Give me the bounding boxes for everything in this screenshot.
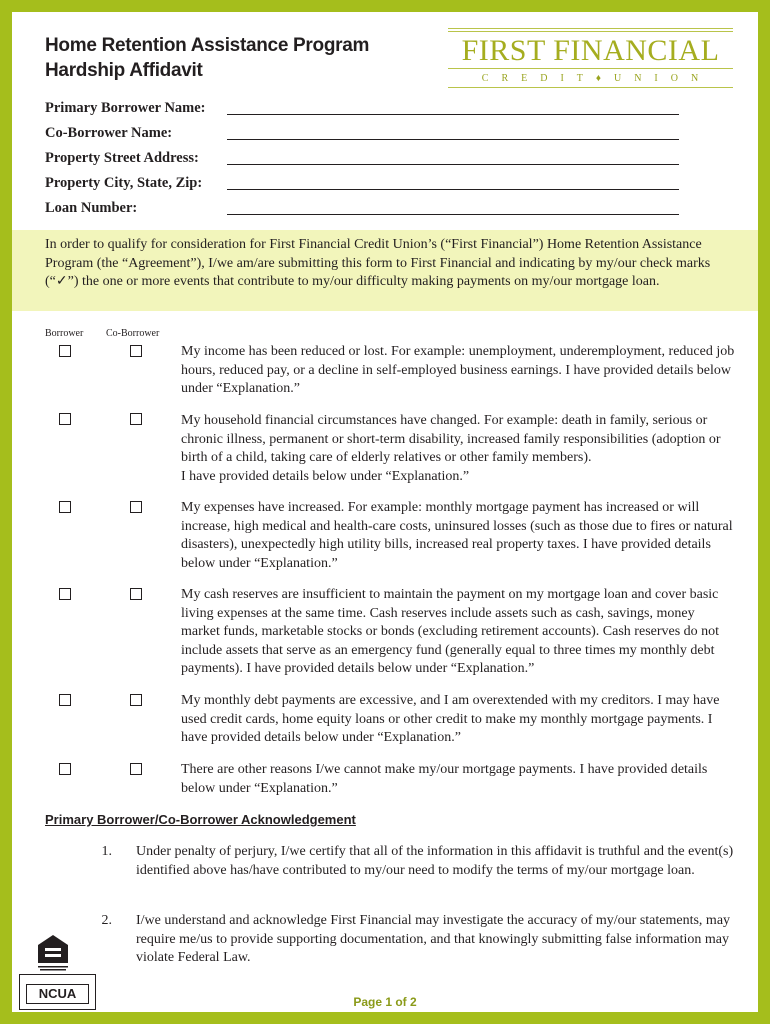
fill-line[interactable] bbox=[227, 214, 679, 215]
ncua-logo: NCUA bbox=[26, 984, 89, 1004]
co-borrower-checkbox-expenses-increased[interactable] bbox=[130, 501, 142, 513]
title-line-2: Hardship Affidavit bbox=[45, 60, 203, 81]
borrower-checkbox-other-reasons[interactable] bbox=[59, 763, 71, 775]
field-label: Loan Number: bbox=[45, 200, 138, 216]
field-label: Primary Borrower Name: bbox=[45, 100, 206, 116]
hardship-other-reasons: There are other reasons I/we cannot make my/our mortgage payments. I have provided details below under “Explanation.” bbox=[181, 762, 708, 796]
logo-subtitle: CREDIT♦UNION bbox=[481, 73, 712, 84]
fill-line[interactable] bbox=[227, 164, 679, 165]
fill-line[interactable] bbox=[227, 189, 679, 190]
equal-housing-opportunity-icon bbox=[36, 933, 70, 973]
hardship-debt-excessive: My monthly debt payments are excessive, and I am overextended with my creditors. I may have used credit cards, home equity loans or other credit to make my monthly mortgage payments. I have provided details below under “Explanation.” bbox=[181, 693, 720, 746]
hardship-cash-reserves: My cash reserves are insufficient to maintain the payment on my mortgage loan and cover basic living expenses at the same time. Cash reserves include assets such as cash, savings, money market funds, marketable stocks or bonds (excluding retirement accounts). Cash reserves do not include assets that serve as an emergency fund (generally equal to three times my monthly debt payments). I have provided details below under “Explanation.” bbox=[181, 587, 720, 677]
acknowledgement-heading: Primary Borrower/Co-Borrower Acknowledgement bbox=[45, 812, 356, 827]
intro-panel bbox=[12, 230, 758, 311]
logo-name: FIRST FINANCIAL bbox=[461, 34, 720, 67]
co-borrower-name-field[interactable] bbox=[45, 123, 685, 145]
borrower-checkbox-debt-excessive[interactable] bbox=[59, 694, 71, 706]
co-borrower-checkbox-debt-excessive[interactable] bbox=[130, 694, 142, 706]
borrower-checkbox-expenses-increased[interactable] bbox=[59, 501, 71, 513]
property-street-address-field[interactable] bbox=[45, 148, 685, 170]
loan-number-field[interactable] bbox=[45, 198, 685, 220]
ack-text-2: I/we understand and acknowledge First Financial may investigate the accuracy of my/our statements, may require me/us to provide supporting documentation, and that knowingly submitting false information may violate Federal Law. bbox=[136, 913, 731, 966]
ack-text-1: Under penalty of perjury, I/we certify that all of the information in this affidavit is truthful and the event(s) identified above has/have contributed to my/our need to modify the terms of my/our mortgage loan. bbox=[136, 844, 734, 878]
first-financial-logo bbox=[448, 28, 733, 88]
co-borrower-checkbox-other-reasons[interactable] bbox=[130, 763, 142, 775]
co-borrower-checkbox-income-reduced[interactable] bbox=[130, 345, 142, 357]
hardship-household-changed: My household financial circumstances have changed. For example: death in family, serious or chronic illness, permanent or short-term disability, increased family responsibilities (adoption or birth of a child, taking care of elderly relatives or other family members). I have provided details below under “Explanation.” bbox=[181, 413, 721, 484]
hardship-expenses-increased: My expenses have increased. For example: monthly mortgage payment has increased or will increase, high medical and health-care costs, uninsured losses (such as those due to fires or natural disasters), unexpectedly high utility bills, increased real property taxes. I have provided details below under “Explanation.” bbox=[181, 500, 733, 571]
borrower-checkbox-income-reduced[interactable] bbox=[59, 345, 71, 357]
hardship-income-reduced: My income has been reduced or lost. For example: unemployment, underemployment, reduced job hours, reduced pay, or a decline in self-employed business earnings. I have provided details below under “Explanation.” bbox=[181, 344, 735, 397]
field-label: Property City, State, Zip: bbox=[45, 175, 203, 191]
title-line-1: Home Retention Assistance Program bbox=[45, 35, 370, 56]
primary-borrower-name-field[interactable] bbox=[45, 98, 685, 120]
fill-line[interactable] bbox=[227, 139, 679, 140]
borrower-column-header: Borrower bbox=[45, 328, 84, 339]
field-label: Property Street Address: bbox=[45, 150, 199, 166]
affidavit-page bbox=[12, 12, 758, 1012]
fill-line[interactable] bbox=[227, 114, 679, 115]
page-number: Page 1 of 2 bbox=[353, 995, 417, 1009]
ack-number-1: 1. bbox=[101, 844, 112, 859]
ack-number-2: 2. bbox=[101, 913, 112, 928]
intro-text: In order to qualify for consideration for First Financial Credit Union’s (“First Financial”) Home Retention Assistance Program (the “Agreement”), I/we am/are submitting this form to First Financial and indicating by my/our check marks (“✓”) the one or more events that contribute to my/our difficulty making payments on my/our mortgage loan. bbox=[45, 237, 711, 290]
co-borrower-column-header: Co-Borrower bbox=[106, 328, 160, 339]
property-city-state-zip-field[interactable] bbox=[45, 173, 685, 195]
page-title bbox=[45, 33, 369, 83]
co-borrower-checkbox-household-changed[interactable] bbox=[130, 413, 142, 425]
borrower-checkbox-cash-reserves[interactable] bbox=[59, 588, 71, 600]
co-borrower-checkbox-cash-reserves[interactable] bbox=[130, 588, 142, 600]
borrower-checkbox-household-changed[interactable] bbox=[59, 413, 71, 425]
field-label: Co-Borrower Name: bbox=[45, 125, 173, 141]
